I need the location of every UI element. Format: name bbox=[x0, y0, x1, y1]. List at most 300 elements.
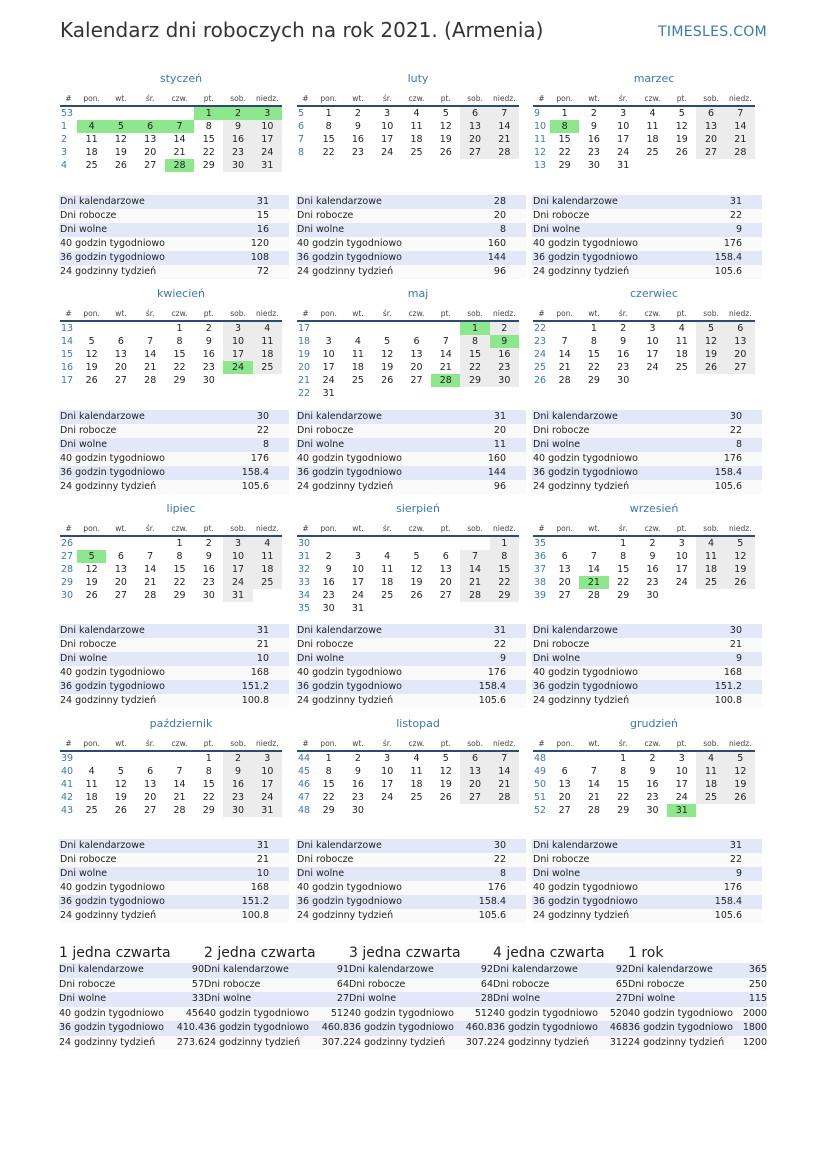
day-cell[interactable]: 2 bbox=[223, 752, 252, 765]
day-cell[interactable]: 7 bbox=[590, 766, 597, 777]
day-cell[interactable]: 10 bbox=[322, 349, 335, 360]
day-cell[interactable]: 10 bbox=[223, 550, 252, 563]
day-cell[interactable]: 14 bbox=[144, 564, 157, 575]
day-cell[interactable]: 22 bbox=[460, 361, 489, 374]
day-cell[interactable]: 10 bbox=[646, 336, 659, 347]
day-cell[interactable]: 26 bbox=[410, 590, 423, 601]
day-cell[interactable]: 14 bbox=[173, 779, 186, 790]
day-cell[interactable]: 30 bbox=[223, 159, 252, 172]
day-cell[interactable]: 28 bbox=[490, 146, 519, 159]
day-cell[interactable]: 30 bbox=[490, 374, 519, 387]
day-cell[interactable]: 14 bbox=[460, 563, 489, 576]
day-cell[interactable]: 14 bbox=[726, 120, 755, 133]
day-cell[interactable]: 9 bbox=[354, 121, 361, 132]
day-cell[interactable]: 30 bbox=[646, 805, 659, 816]
day-cell[interactable]: 21 bbox=[173, 792, 186, 803]
day-cell[interactable]: 20 bbox=[410, 362, 423, 373]
day-cell[interactable]: 3 bbox=[620, 108, 627, 119]
day-cell[interactable]: 9 bbox=[205, 336, 212, 347]
day-cell[interactable]: 15 bbox=[322, 779, 335, 790]
day-cell[interactable]: 4 bbox=[649, 108, 656, 119]
day-cell[interactable]: 7 bbox=[590, 551, 597, 562]
day-cell[interactable]: 17 bbox=[253, 778, 282, 791]
day-cell[interactable]: 8 bbox=[620, 551, 627, 562]
day-cell[interactable]: 16 bbox=[351, 134, 364, 145]
day-cell[interactable]: 12 bbox=[439, 121, 452, 132]
day-cell[interactable]: 28 bbox=[587, 590, 600, 601]
day-cell[interactable]: 13 bbox=[114, 564, 127, 575]
day-cell[interactable]: 13 bbox=[696, 120, 725, 133]
day-cell[interactable]: 15 bbox=[173, 349, 186, 360]
day-cell[interactable]: 20 bbox=[439, 577, 452, 588]
day-cell[interactable]: 12 bbox=[381, 349, 394, 360]
day-cell[interactable]: 21 bbox=[173, 147, 186, 158]
day-cell[interactable]: 28 bbox=[726, 146, 755, 159]
day-cell[interactable]: 14 bbox=[439, 349, 452, 360]
day-cell[interactable]: 20 bbox=[460, 133, 489, 146]
day-cell[interactable]: 3 bbox=[325, 336, 332, 347]
day-cell[interactable]: 25 bbox=[85, 160, 98, 171]
day-cell[interactable]: 9 bbox=[223, 765, 252, 778]
day-cell[interactable]: 26 bbox=[726, 791, 755, 804]
day-cell[interactable]: 7 bbox=[561, 336, 568, 347]
day-cell[interactable]: 30 bbox=[202, 375, 215, 386]
day-cell[interactable]: 15 bbox=[202, 779, 215, 790]
day-cell[interactable]: 19 bbox=[439, 779, 452, 790]
day-cell[interactable]: 29 bbox=[460, 374, 489, 387]
day-cell[interactable]: 8 bbox=[460, 335, 489, 348]
day-cell[interactable]: 11 bbox=[253, 550, 282, 563]
day-cell[interactable]: 1 bbox=[590, 323, 597, 334]
day-cell[interactable]: 3 bbox=[384, 753, 391, 764]
day-cell[interactable]: 10 bbox=[253, 120, 282, 133]
day-cell[interactable]: 8 bbox=[550, 120, 579, 133]
day-cell[interactable]: 25 bbox=[410, 792, 423, 803]
day-cell[interactable]: 28 bbox=[558, 375, 571, 386]
day-cell[interactable]: 5 bbox=[77, 550, 106, 563]
day-cell[interactable]: 9 bbox=[649, 551, 656, 562]
day-cell[interactable]: 12 bbox=[726, 765, 755, 778]
day-cell[interactable]: 17 bbox=[253, 133, 282, 146]
day-cell[interactable]: 30 bbox=[587, 160, 600, 171]
day-cell[interactable]: 22 bbox=[202, 147, 215, 158]
day-cell[interactable]: 2 bbox=[590, 108, 597, 119]
day-cell[interactable]: 23 bbox=[490, 361, 519, 374]
day-cell[interactable]: 11 bbox=[696, 550, 725, 563]
day-cell[interactable]: 14 bbox=[587, 779, 600, 790]
day-cell[interactable]: 13 bbox=[114, 349, 127, 360]
day-cell[interactable]: 27 bbox=[726, 361, 755, 374]
day-cell[interactable]: 21 bbox=[144, 577, 157, 588]
day-cell[interactable]: 12 bbox=[439, 766, 452, 777]
day-cell[interactable]: 27 bbox=[439, 590, 452, 601]
day-cell[interactable]: 19 bbox=[114, 147, 127, 158]
day-cell[interactable]: 6 bbox=[460, 752, 489, 765]
day-cell[interactable]: 29 bbox=[173, 375, 186, 386]
day-cell[interactable]: 11 bbox=[675, 336, 688, 347]
day-cell[interactable]: 28 bbox=[587, 805, 600, 816]
day-cell[interactable]: 16 bbox=[617, 349, 630, 360]
day-cell[interactable]: 1 bbox=[561, 108, 568, 119]
day-cell[interactable]: 17 bbox=[381, 134, 394, 145]
day-cell[interactable]: 7 bbox=[176, 766, 183, 777]
day-cell[interactable]: 13 bbox=[460, 120, 489, 133]
day-cell[interactable]: 16 bbox=[223, 133, 252, 146]
day-cell[interactable]: 13 bbox=[439, 564, 452, 575]
day-cell[interactable]: 24 bbox=[675, 577, 688, 588]
day-cell[interactable]: 14 bbox=[144, 349, 157, 360]
day-cell[interactable]: 23 bbox=[351, 147, 364, 158]
day-cell[interactable]: 24 bbox=[253, 146, 282, 159]
day-cell[interactable]: 8 bbox=[325, 766, 332, 777]
day-cell[interactable]: 24 bbox=[322, 375, 335, 386]
day-cell[interactable]: 2 bbox=[205, 538, 212, 549]
day-cell[interactable]: 6 bbox=[726, 322, 755, 335]
day-cell[interactable]: 19 bbox=[85, 362, 98, 373]
day-cell[interactable]: 16 bbox=[490, 348, 519, 361]
day-cell[interactable]: 27 bbox=[144, 160, 157, 171]
day-cell[interactable]: 26 bbox=[114, 160, 127, 171]
day-cell[interactable]: 10 bbox=[675, 766, 688, 777]
day-cell[interactable]: 12 bbox=[726, 550, 755, 563]
day-cell[interactable]: 7 bbox=[490, 752, 519, 765]
day-cell[interactable]: 2 bbox=[649, 538, 656, 549]
day-cell[interactable]: 9 bbox=[205, 551, 212, 562]
day-cell[interactable]: 10 bbox=[351, 564, 364, 575]
day-cell[interactable]: 18 bbox=[696, 563, 725, 576]
day-cell[interactable]: 7 bbox=[147, 551, 154, 562]
day-cell[interactable]: 5 bbox=[88, 336, 95, 347]
day-cell[interactable]: 7 bbox=[460, 550, 489, 563]
day-cell[interactable]: 1 bbox=[205, 753, 212, 764]
day-cell[interactable]: 3 bbox=[253, 752, 282, 765]
day-cell[interactable]: 22 bbox=[322, 792, 335, 803]
day-cell[interactable]: 19 bbox=[439, 134, 452, 145]
day-cell[interactable]: 7 bbox=[147, 336, 154, 347]
day-cell[interactable]: 11 bbox=[381, 564, 394, 575]
day-cell[interactable]: 9 bbox=[354, 766, 361, 777]
day-cell[interactable]: 30 bbox=[617, 375, 630, 386]
day-cell[interactable]: 9 bbox=[590, 121, 597, 132]
day-cell[interactable]: 4 bbox=[253, 537, 282, 550]
day-cell[interactable]: 12 bbox=[675, 121, 688, 132]
day-cell[interactable]: 4 bbox=[354, 336, 361, 347]
day-cell[interactable]: 1 bbox=[490, 537, 519, 550]
day-cell[interactable]: 13 bbox=[558, 779, 571, 790]
day-cell[interactable]: 25 bbox=[646, 147, 659, 158]
day-cell[interactable]: 25 bbox=[410, 147, 423, 158]
day-cell[interactable]: 5 bbox=[384, 336, 391, 347]
day-cell[interactable]: 5 bbox=[117, 766, 124, 777]
day-cell[interactable]: 26 bbox=[381, 375, 394, 386]
day-cell[interactable]: 25 bbox=[253, 361, 282, 374]
day-cell[interactable]: 19 bbox=[696, 348, 725, 361]
day-cell[interactable]: 22 bbox=[202, 792, 215, 803]
day-cell[interactable]: 1 bbox=[620, 753, 627, 764]
day-cell[interactable]: 19 bbox=[114, 792, 127, 803]
day-cell[interactable]: 19 bbox=[726, 563, 755, 576]
day-cell[interactable]: 2 bbox=[223, 107, 252, 120]
day-cell[interactable]: 18 bbox=[381, 577, 394, 588]
day-cell[interactable]: 11 bbox=[646, 121, 659, 132]
day-cell[interactable]: 2 bbox=[354, 108, 361, 119]
day-cell[interactable]: 8 bbox=[325, 121, 332, 132]
day-cell[interactable]: 20 bbox=[460, 778, 489, 791]
day-cell[interactable]: 16 bbox=[322, 577, 335, 588]
day-cell[interactable]: 14 bbox=[587, 564, 600, 575]
day-cell[interactable]: 30 bbox=[223, 804, 252, 817]
day-cell[interactable]: 17 bbox=[381, 779, 394, 790]
day-cell[interactable]: 5 bbox=[442, 108, 449, 119]
day-cell[interactable]: 9 bbox=[223, 120, 252, 133]
day-cell[interactable]: 29 bbox=[587, 375, 600, 386]
day-cell[interactable]: 12 bbox=[114, 134, 127, 145]
day-cell[interactable]: 23 bbox=[223, 791, 252, 804]
day-cell[interactable]: 23 bbox=[587, 147, 600, 158]
day-cell[interactable]: 4 bbox=[696, 537, 725, 550]
day-cell[interactable]: 20 bbox=[114, 362, 127, 373]
day-cell[interactable]: 12 bbox=[410, 564, 423, 575]
day-cell[interactable]: 31 bbox=[253, 159, 282, 172]
day-cell[interactable]: 5 bbox=[726, 537, 755, 550]
day-cell[interactable]: 21 bbox=[460, 576, 489, 589]
day-cell[interactable]: 24 bbox=[381, 147, 394, 158]
day-cell[interactable]: 12 bbox=[696, 335, 725, 348]
day-cell[interactable]: 10 bbox=[617, 121, 630, 132]
day-cell[interactable]: 9 bbox=[620, 336, 627, 347]
day-cell[interactable]: 18 bbox=[85, 792, 98, 803]
day-cell[interactable]: 30 bbox=[351, 805, 364, 816]
day-cell[interactable]: 14 bbox=[490, 765, 519, 778]
day-cell[interactable]: 28 bbox=[144, 375, 157, 386]
day-cell[interactable]: 19 bbox=[726, 778, 755, 791]
day-cell[interactable]: 21 bbox=[439, 362, 452, 373]
day-cell[interactable]: 18 bbox=[410, 779, 423, 790]
day-cell[interactable]: 13 bbox=[558, 564, 571, 575]
day-cell[interactable]: 17 bbox=[675, 779, 688, 790]
day-cell[interactable]: 15 bbox=[173, 564, 186, 575]
day-cell[interactable]: 28 bbox=[431, 374, 460, 387]
day-cell[interactable]: 17 bbox=[322, 362, 335, 373]
day-cell[interactable]: 7 bbox=[726, 107, 755, 120]
day-cell[interactable]: 30 bbox=[322, 603, 335, 614]
day-cell[interactable]: 21 bbox=[490, 133, 519, 146]
day-cell[interactable]: 19 bbox=[675, 134, 688, 145]
day-cell[interactable]: 22 bbox=[587, 362, 600, 373]
day-cell[interactable]: 9 bbox=[490, 335, 519, 348]
day-cell[interactable]: 20 bbox=[114, 577, 127, 588]
day-cell[interactable]: 18 bbox=[410, 134, 423, 145]
day-cell[interactable]: 4 bbox=[413, 753, 420, 764]
day-cell[interactable]: 5 bbox=[696, 322, 725, 335]
day-cell[interactable]: 15 bbox=[558, 134, 571, 145]
day-cell[interactable]: 13 bbox=[144, 779, 157, 790]
day-cell[interactable]: 25 bbox=[351, 375, 364, 386]
day-cell[interactable]: 11 bbox=[410, 121, 423, 132]
day-cell[interactable]: 15 bbox=[617, 779, 630, 790]
day-cell[interactable]: 7 bbox=[442, 336, 449, 347]
day-cell[interactable]: 20 bbox=[696, 133, 725, 146]
day-cell[interactable]: 6 bbox=[442, 551, 449, 562]
day-cell[interactable]: 3 bbox=[649, 323, 656, 334]
day-cell[interactable]: 6 bbox=[147, 766, 154, 777]
day-cell[interactable]: 11 bbox=[410, 766, 423, 777]
day-cell[interactable]: 23 bbox=[646, 577, 659, 588]
day-cell[interactable]: 16 bbox=[646, 564, 659, 575]
day-cell[interactable]: 4 bbox=[696, 752, 725, 765]
day-cell[interactable]: 24 bbox=[381, 792, 394, 803]
day-cell[interactable]: 24 bbox=[223, 361, 252, 374]
day-cell[interactable]: 31 bbox=[617, 160, 630, 171]
day-cell[interactable]: 16 bbox=[351, 779, 364, 790]
day-cell[interactable]: 4 bbox=[77, 120, 106, 133]
day-cell[interactable]: 27 bbox=[460, 791, 489, 804]
day-cell[interactable]: 29 bbox=[490, 589, 519, 602]
day-cell[interactable]: 14 bbox=[173, 134, 186, 145]
day-cell[interactable]: 8 bbox=[176, 336, 183, 347]
site-link[interactable]: TIMESLES.COM bbox=[658, 24, 767, 40]
day-cell[interactable]: 1 bbox=[194, 107, 223, 120]
day-cell[interactable]: 19 bbox=[85, 577, 98, 588]
day-cell[interactable]: 24 bbox=[675, 792, 688, 803]
day-cell[interactable]: 22 bbox=[173, 362, 186, 373]
day-cell[interactable]: 23 bbox=[646, 792, 659, 803]
day-cell[interactable]: 28 bbox=[460, 589, 489, 602]
day-cell[interactable]: 25 bbox=[381, 590, 394, 601]
day-cell[interactable]: 20 bbox=[144, 792, 157, 803]
day-cell[interactable]: 4 bbox=[678, 323, 685, 334]
day-cell[interactable]: 11 bbox=[85, 779, 98, 790]
day-cell[interactable]: 14 bbox=[558, 349, 571, 360]
day-cell[interactable]: 8 bbox=[590, 336, 597, 347]
day-cell[interactable]: 22 bbox=[558, 147, 571, 158]
day-cell[interactable]: 6 bbox=[561, 551, 568, 562]
day-cell[interactable]: 6 bbox=[136, 120, 165, 133]
day-cell[interactable]: 1 bbox=[620, 538, 627, 549]
day-cell[interactable]: 10 bbox=[675, 551, 688, 562]
day-cell[interactable]: 18 bbox=[253, 563, 282, 576]
day-cell[interactable]: 4 bbox=[413, 108, 420, 119]
day-cell[interactable]: 26 bbox=[114, 805, 127, 816]
day-cell[interactable]: 27 bbox=[144, 805, 157, 816]
day-cell[interactable]: 26 bbox=[696, 361, 725, 374]
day-cell[interactable]: 28 bbox=[144, 590, 157, 601]
day-cell[interactable]: 12 bbox=[85, 349, 98, 360]
day-cell[interactable]: 27 bbox=[558, 805, 571, 816]
day-cell[interactable]: 20 bbox=[726, 348, 755, 361]
day-cell[interactable]: 29 bbox=[202, 805, 215, 816]
day-cell[interactable]: 26 bbox=[85, 375, 98, 386]
day-cell[interactable]: 3 bbox=[678, 753, 685, 764]
day-cell[interactable]: 27 bbox=[114, 590, 127, 601]
day-cell[interactable]: 27 bbox=[410, 375, 423, 386]
day-cell[interactable]: 21 bbox=[579, 576, 608, 589]
day-cell[interactable]: 25 bbox=[253, 576, 282, 589]
day-cell[interactable]: 1 bbox=[176, 538, 183, 549]
day-cell[interactable]: 6 bbox=[561, 766, 568, 777]
day-cell[interactable]: 31 bbox=[253, 804, 282, 817]
day-cell[interactable]: 10 bbox=[381, 766, 394, 777]
day-cell[interactable]: 22 bbox=[617, 577, 630, 588]
day-cell[interactable]: 12 bbox=[114, 779, 127, 790]
day-cell[interactable]: 17 bbox=[675, 564, 688, 575]
day-cell[interactable]: 21 bbox=[726, 133, 755, 146]
day-cell[interactable]: 9 bbox=[649, 766, 656, 777]
day-cell[interactable]: 20 bbox=[558, 577, 571, 588]
day-cell[interactable]: 16 bbox=[587, 134, 600, 145]
day-cell[interactable]: 8 bbox=[176, 551, 183, 562]
day-cell[interactable]: 30 bbox=[202, 590, 215, 601]
day-cell[interactable]: 15 bbox=[587, 349, 600, 360]
day-cell[interactable]: 31 bbox=[223, 589, 252, 602]
day-cell[interactable]: 6 bbox=[117, 336, 124, 347]
day-cell[interactable]: 3 bbox=[223, 322, 252, 335]
day-cell[interactable]: 22 bbox=[322, 147, 335, 158]
day-cell[interactable]: 6 bbox=[696, 107, 725, 120]
day-cell[interactable]: 22 bbox=[490, 576, 519, 589]
day-cell[interactable]: 21 bbox=[558, 362, 571, 373]
day-cell[interactable]: 11 bbox=[696, 765, 725, 778]
day-cell[interactable]: 18 bbox=[646, 134, 659, 145]
day-cell[interactable]: 23 bbox=[322, 590, 335, 601]
day-cell[interactable]: 28 bbox=[165, 159, 194, 172]
day-cell[interactable]: 29 bbox=[322, 805, 335, 816]
day-cell[interactable]: 23 bbox=[223, 146, 252, 159]
day-cell[interactable]: 10 bbox=[223, 335, 252, 348]
day-cell[interactable]: 10 bbox=[381, 121, 394, 132]
day-cell[interactable]: 31 bbox=[667, 804, 696, 817]
day-cell[interactable]: 11 bbox=[253, 335, 282, 348]
day-cell[interactable]: 3 bbox=[223, 537, 252, 550]
day-cell[interactable]: 2 bbox=[354, 753, 361, 764]
day-cell[interactable]: 6 bbox=[460, 107, 489, 120]
day-cell[interactable]: 27 bbox=[460, 146, 489, 159]
day-cell[interactable]: 25 bbox=[696, 791, 725, 804]
day-cell[interactable]: 2 bbox=[620, 323, 627, 334]
day-cell[interactable]: 22 bbox=[617, 792, 630, 803]
day-cell[interactable]: 7 bbox=[490, 107, 519, 120]
day-cell[interactable]: 4 bbox=[253, 322, 282, 335]
day-cell[interactable]: 17 bbox=[617, 134, 630, 145]
day-cell[interactable]: 7 bbox=[165, 120, 194, 133]
day-cell[interactable]: 1 bbox=[325, 108, 332, 119]
day-cell[interactable]: 25 bbox=[696, 576, 725, 589]
day-cell[interactable]: 29 bbox=[173, 590, 186, 601]
day-cell[interactable]: 11 bbox=[85, 134, 98, 145]
day-cell[interactable]: 24 bbox=[223, 576, 252, 589]
day-cell[interactable]: 2 bbox=[649, 753, 656, 764]
day-cell[interactable]: 6 bbox=[117, 551, 124, 562]
day-cell[interactable]: 26 bbox=[675, 147, 688, 158]
day-cell[interactable]: 30 bbox=[646, 590, 659, 601]
day-cell[interactable]: 25 bbox=[675, 362, 688, 373]
day-cell[interactable]: 5 bbox=[678, 108, 685, 119]
day-cell[interactable]: 25 bbox=[85, 805, 98, 816]
day-cell[interactable]: 10 bbox=[253, 765, 282, 778]
day-cell[interactable]: 3 bbox=[384, 108, 391, 119]
day-cell[interactable]: 24 bbox=[617, 147, 630, 158]
day-cell[interactable]: 26 bbox=[726, 576, 755, 589]
day-cell[interactable]: 16 bbox=[202, 349, 215, 360]
day-cell[interactable]: 15 bbox=[617, 564, 630, 575]
day-cell[interactable]: 17 bbox=[351, 577, 364, 588]
day-cell[interactable]: 4 bbox=[384, 551, 391, 562]
day-cell[interactable]: 24 bbox=[351, 590, 364, 601]
day-cell[interactable]: 23 bbox=[351, 792, 364, 803]
day-cell[interactable]: 26 bbox=[439, 792, 452, 803]
day-cell[interactable]: 22 bbox=[173, 577, 186, 588]
day-cell[interactable]: 24 bbox=[253, 791, 282, 804]
